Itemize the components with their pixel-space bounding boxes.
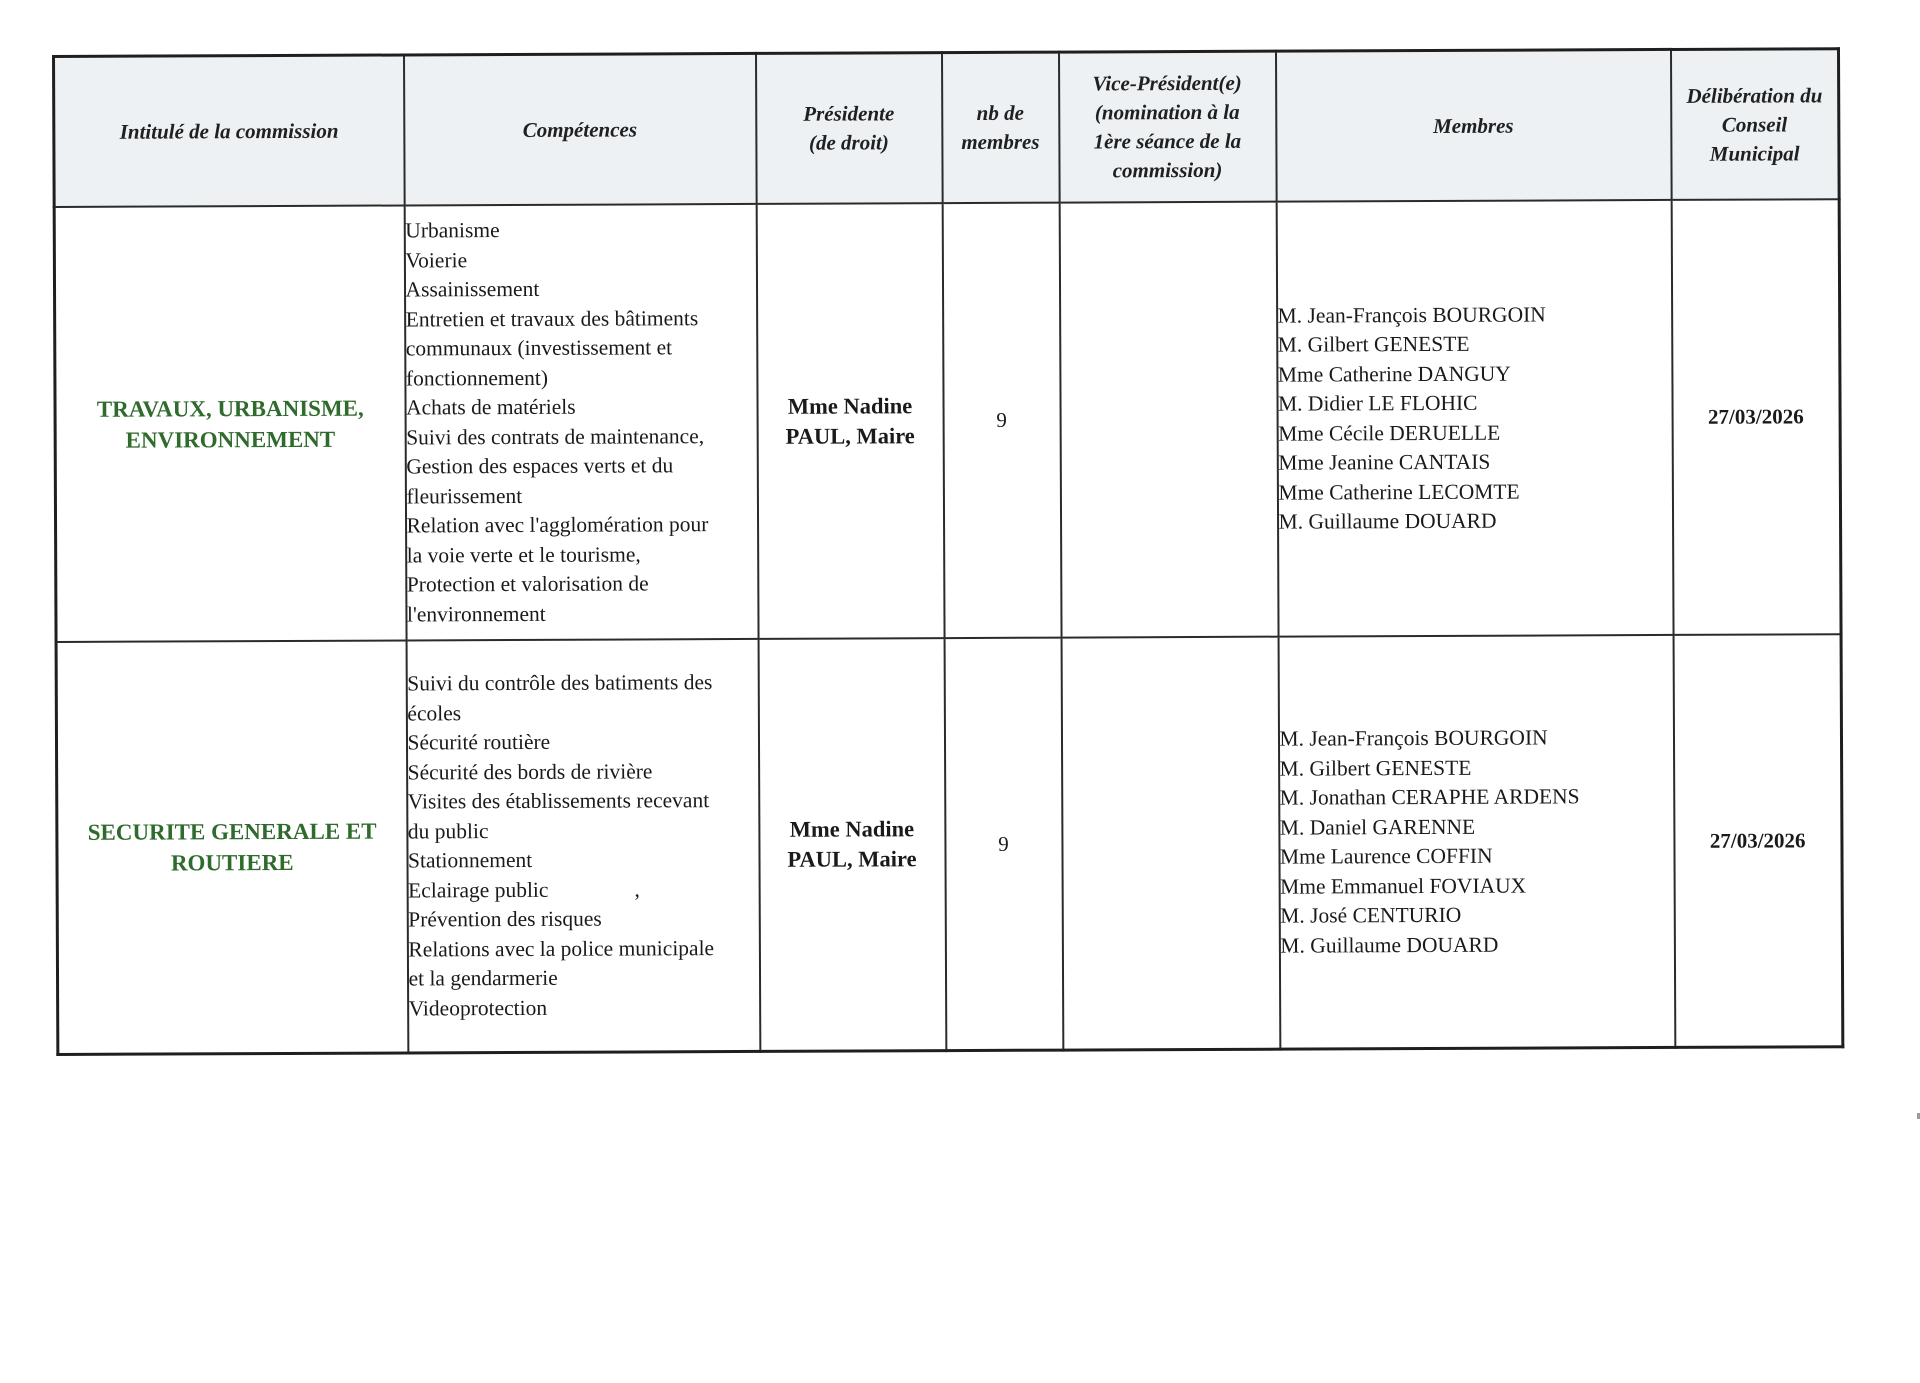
commission-title (54, 205, 406, 642)
membres-cell (1276, 200, 1673, 637)
competence-item: Relations avec la police municipale (408, 935, 715, 961)
competence-item: fleurissement (406, 483, 523, 508)
header-nb-membres (941, 52, 1059, 203)
header-membres-line: Membres (1433, 113, 1514, 138)
member-item: Mme Emmanuel FOVIAUX (1280, 873, 1527, 899)
commission-title-line: ENVIRONNEMENT (125, 426, 336, 453)
deliberation-date: 27/03/2026 (1673, 634, 1843, 1047)
competence-item: Suivi du contrôle des batiments des (407, 670, 713, 696)
member-item: M. Jean-François BOURGOIN (1279, 725, 1548, 751)
commission-title-line: TRAVAUX, URBANISME, (96, 395, 364, 422)
competence-item: Urbanisme (405, 218, 500, 243)
competence-item: Visites des établissements recevant (407, 788, 710, 814)
header-deliberation-line: Municipal (1709, 140, 1800, 166)
presidente-line: Mme Nadine (787, 392, 913, 419)
competence-item: Entretien et travaux des bâtiments (405, 305, 699, 331)
competence-item: Eclairage public , (408, 876, 640, 902)
competence-item: fonctionnement) (405, 365, 549, 390)
member-item: M. Jean-François BOURGOIN (1277, 301, 1546, 328)
commission-title-line: SECURITE GENERALE ET (87, 818, 377, 845)
member-item: M. Daniel GARENNE (1279, 814, 1476, 840)
header-vice-president-line: commission) (1112, 157, 1223, 183)
vice-president-cell (1061, 637, 1280, 1050)
header-vice-president-line: 1ère séance de la (1093, 128, 1242, 154)
header-vice-president-line: Vice-Président(e) (1092, 70, 1242, 96)
header-presidente-line: (de droit) (808, 130, 889, 155)
header-vice-president (1058, 51, 1276, 202)
header-presidente-line: Présidente (803, 101, 895, 126)
competence-item: Sécurité routière (407, 729, 551, 755)
presidente-cell (758, 638, 946, 1051)
competence-item: communaux (investissement et (405, 335, 673, 361)
member-item: M. Gilbert GENESTE (1277, 331, 1470, 357)
member-item: Mme Catherine DANGUY (1277, 361, 1511, 387)
nb-membres-cell: 9 (944, 638, 1063, 1051)
competence-item: Videoprotection (408, 995, 548, 1020)
member-item: M. Guillaume DOUARD (1278, 508, 1497, 534)
table-row (56, 634, 1843, 1054)
competence-item: Achats de matériels (405, 394, 576, 420)
competence-item: Relation avec l'agglomération pour (406, 512, 709, 538)
competence-item: Prévention des risques (408, 906, 602, 932)
commission-title (56, 640, 408, 1054)
presidente-line: Mme Nadine (789, 816, 915, 842)
competence-item: Assainissement (405, 276, 540, 302)
competences-cell (406, 639, 760, 1053)
presidente-line: PAUL, Maire (785, 422, 915, 449)
header-vice-president-line: (nomination à la (1094, 99, 1240, 125)
header-deliberation-line: Délibération du (1686, 82, 1823, 108)
nb-membres-cell: 9 (942, 203, 1061, 639)
competence-item: l'environnement (406, 601, 546, 626)
member-item: M. Didier LE FLOHIC (1277, 390, 1478, 416)
commission-title-line: ROUTIERE (170, 849, 294, 876)
member-item: M. Guillaume DOUARD (1280, 932, 1499, 958)
header-nb-membres-line: nb de (976, 100, 1024, 125)
competence-item: écoles (407, 700, 462, 725)
member-item: M. Jonathan CERAPHE ARDENS (1279, 784, 1580, 810)
table-row (54, 199, 1841, 642)
member-item: Mme Catherine LECOMTE (1278, 479, 1520, 505)
commissions-table (52, 47, 1844, 1056)
competence-item: Voierie (405, 247, 468, 272)
competence-item: la voie verte et le tourisme, (406, 541, 641, 567)
competence-item: et la gendarmerie (408, 965, 558, 991)
competence-item: Sécurité des bords de rivière (407, 758, 653, 784)
member-item: Mme Laurence COFFIN (1279, 843, 1493, 869)
deliberation-date: 27/03/2026 (1671, 199, 1841, 635)
header-intitule (54, 55, 405, 207)
presidente-line: PAUL, Maire (787, 846, 917, 872)
header-nb-membres-line: membres (961, 129, 1040, 155)
header-presidente (755, 53, 942, 204)
header-competences-line: Compétences (522, 116, 638, 142)
competence-item: Gestion des espaces verts et du (406, 453, 674, 479)
vice-president-cell (1059, 202, 1278, 638)
membres-cell (1278, 635, 1675, 1049)
member-item: Mme Jeanine CANTAIS (1278, 449, 1491, 475)
header-row (54, 49, 1840, 207)
header-deliberation (1670, 49, 1839, 200)
member-item: M. Gilbert GENESTE (1279, 755, 1472, 781)
header-competences (404, 53, 757, 205)
competence-item: du public (407, 818, 489, 843)
header-deliberation-line: Conseil (1721, 111, 1788, 137)
member-item: Mme Cécile DERUELLE (1278, 420, 1501, 446)
competences-cell (404, 204, 758, 641)
competence-item: Stationnement (407, 847, 533, 873)
member-item: M. José CENTURIO (1280, 902, 1462, 928)
competence-item: Suivi des contrats de maintenance, (406, 423, 705, 449)
header-intitule-line: Intitulé de la commission (119, 118, 339, 144)
competence-item: Protection et valorisation de (406, 571, 649, 597)
header-membres (1275, 49, 1671, 201)
presidente-cell (756, 203, 944, 639)
